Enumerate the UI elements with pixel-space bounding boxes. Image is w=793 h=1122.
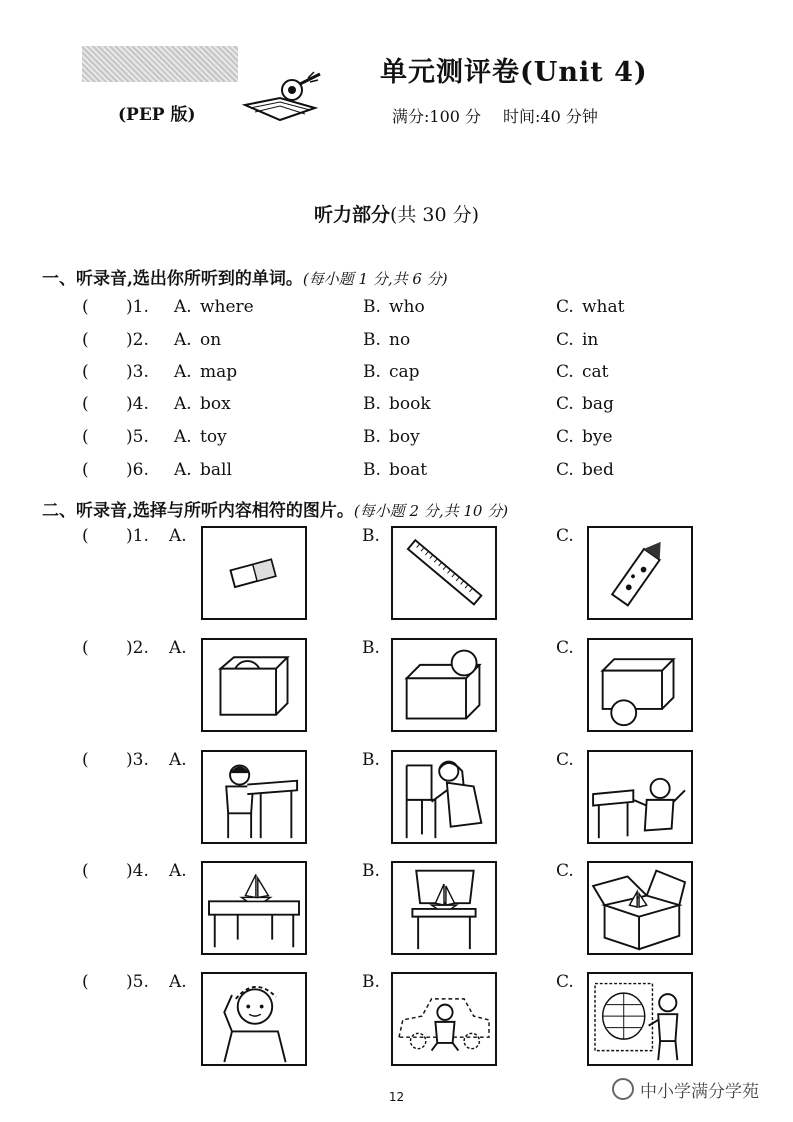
option-a-boy-with-cap-image[interactable] — [201, 972, 307, 1066]
option-letter: A. — [174, 330, 192, 350]
option-b — [363, 427, 420, 447]
option-letter: B. — [363, 297, 381, 317]
option-word: book — [389, 394, 431, 414]
word-question-1 — [82, 297, 772, 321]
option-b — [363, 297, 425, 317]
question-number: )3. — [126, 362, 149, 382]
option-letter: C. — [556, 427, 574, 447]
option-b-boy-in-car-image[interactable] — [391, 972, 497, 1066]
option-b — [363, 460, 427, 480]
part-title — [0, 200, 793, 227]
option-word: ball — [200, 460, 232, 480]
option-c — [556, 427, 613, 447]
option-letter: A. — [174, 460, 192, 480]
part-title-text: 听力部分 — [313, 204, 390, 226]
option-letter: A. — [174, 394, 192, 414]
option-a — [174, 427, 227, 447]
page-number: 12 — [388, 1090, 405, 1104]
answer-blank[interactable]: ( — [82, 330, 89, 350]
option-a — [174, 297, 254, 317]
question-number: )6. — [126, 460, 149, 480]
option-word: no — [389, 330, 411, 350]
word-question-5 — [82, 427, 772, 451]
option-a-ball-in-box-image[interactable] — [201, 638, 307, 732]
option-letter: C. — [556, 330, 574, 350]
section1-points: (每小题 1 分,共 6 分) — [302, 270, 448, 288]
full-score: 满分:100 分 — [392, 107, 482, 126]
page-title: 单元测评卷(Unit 4) — [380, 57, 648, 88]
option-word: who — [389, 297, 425, 317]
section1-title: 一、听录音,选出你所听到的单词。 — [42, 269, 303, 289]
option-b-ruler-image[interactable] — [391, 526, 497, 620]
option-a — [174, 460, 232, 480]
brand-name: 中小学满分学苑 — [640, 1082, 759, 1102]
question-number: )1. — [126, 297, 149, 317]
option-word: boy — [389, 427, 420, 447]
answer-blank[interactable]: ( — [82, 297, 89, 317]
option-word: toy — [200, 427, 227, 447]
wechat-logo-icon — [612, 1078, 634, 1100]
option-letter: A. — [174, 297, 192, 317]
option-c — [556, 362, 609, 382]
option-word: cat — [582, 362, 609, 382]
option-c — [556, 460, 614, 480]
picture-question-3: ( )3. A. B. C. — [82, 750, 702, 850]
word-question-2 — [82, 330, 772, 354]
option-a-boat-on-desk-image[interactable] — [201, 861, 307, 955]
option-word: box — [200, 394, 231, 414]
exam-meta — [392, 104, 598, 127]
option-c-ball-under-box-image[interactable] — [587, 638, 693, 732]
picture-question-1: ( )1. A. B. C. — [82, 526, 702, 626]
question-number: )2. — [126, 330, 149, 350]
option-a — [174, 394, 231, 414]
option-word: bye — [582, 427, 613, 447]
question-number: )5. — [126, 427, 149, 447]
answer-blank[interactable]: ( — [82, 394, 89, 414]
section2-heading — [42, 496, 508, 521]
picture-question-2: ( )2. A. B. C. — [82, 638, 702, 738]
brand-watermark — [612, 1077, 759, 1102]
header-stamp-image — [82, 46, 238, 82]
option-letter: B. — [363, 460, 381, 480]
section1-heading — [42, 264, 448, 289]
option-word: cap — [389, 362, 420, 382]
option-c — [556, 297, 624, 317]
section2-points: (每小题 2 分,共 10 分) — [353, 502, 509, 520]
option-a — [174, 330, 221, 350]
option-word: map — [200, 362, 238, 382]
picture-question-4: ( )4. A. B. C. — [82, 861, 702, 961]
word-question-6 — [82, 460, 772, 484]
answer-blank[interactable]: ( — [82, 362, 89, 382]
option-letter: C. — [556, 460, 574, 480]
edition-label: (PEP 版) — [118, 105, 196, 125]
option-c-boat-in-box-image[interactable] — [587, 861, 693, 955]
option-b-boat-on-chair-image[interactable] — [391, 861, 497, 955]
option-a-eraser-image[interactable] — [201, 526, 307, 620]
exam-time: 时间:40 分钟 — [503, 107, 598, 126]
option-letter: B. — [363, 427, 381, 447]
picture-question-5: ( )5. A. B. C. — [82, 972, 702, 1072]
option-a — [174, 362, 237, 382]
option-b — [363, 362, 420, 382]
option-b — [363, 330, 410, 350]
option-letter: A. — [174, 427, 192, 447]
option-b-ball-on-box-image[interactable] — [391, 638, 497, 732]
option-word: what — [582, 297, 625, 317]
option-letter: A. — [174, 362, 192, 382]
book-cartoon-icon — [240, 70, 330, 130]
option-c — [556, 330, 598, 350]
option-letter: B. — [363, 330, 381, 350]
option-letter: C. — [556, 297, 574, 317]
option-c-crayon-image[interactable] — [587, 526, 693, 620]
option-letter: B. — [363, 362, 381, 382]
word-question-4 — [82, 394, 772, 418]
option-word: where — [200, 297, 254, 317]
option-b — [363, 394, 431, 414]
option-a-boy-at-desk-image[interactable] — [201, 750, 307, 844]
option-c-boy-with-map-image[interactable] — [587, 972, 693, 1066]
word-question-3 — [82, 362, 772, 386]
option-c-boy-under-desk-image[interactable] — [587, 750, 693, 844]
option-letter: C. — [556, 394, 574, 414]
option-b-girl-at-chair-image[interactable] — [391, 750, 497, 844]
option-word: boat — [389, 460, 428, 480]
option-c — [556, 394, 614, 414]
option-word: in — [582, 330, 599, 350]
option-letter: C. — [556, 362, 574, 382]
part-points: (共 30 分) — [389, 204, 480, 226]
option-word: bag — [582, 394, 614, 414]
answer-blank[interactable]: ( — [82, 427, 89, 447]
option-word: on — [200, 330, 222, 350]
section2-title: 二、听录音,选择与所听内容相符的图片。 — [42, 501, 354, 521]
option-letter: B. — [363, 394, 381, 414]
answer-blank[interactable]: ( — [82, 460, 89, 480]
question-number: )4. — [126, 394, 149, 414]
option-word: bed — [582, 460, 614, 480]
